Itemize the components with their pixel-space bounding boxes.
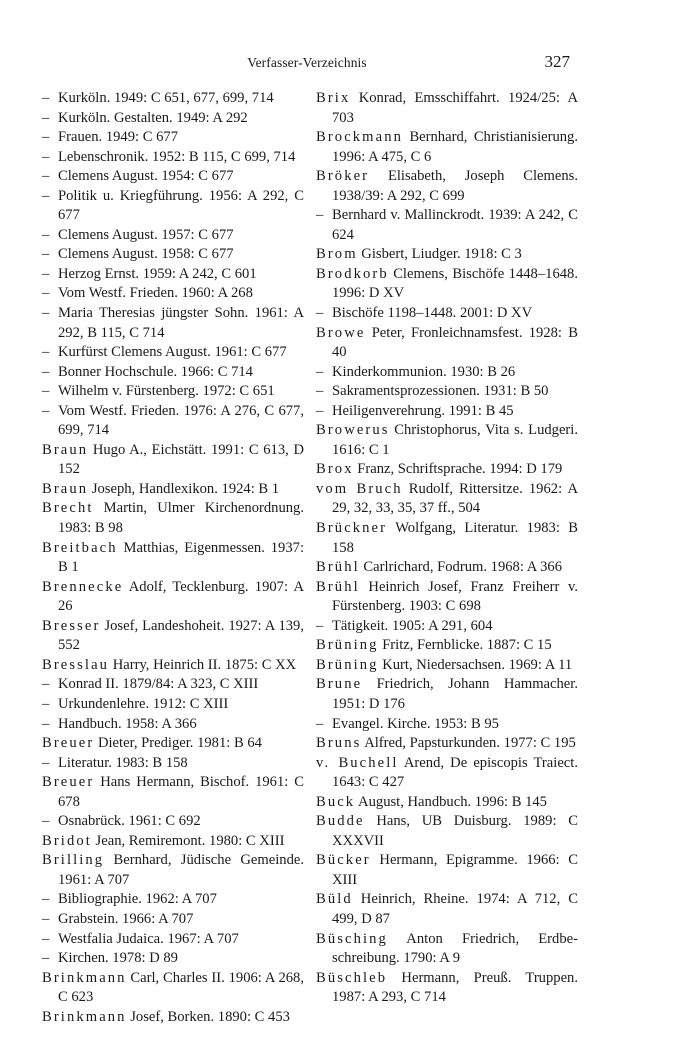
dash-marker: – — [42, 187, 50, 204]
index-subentry — [316, 382, 578, 402]
index-entry — [316, 793, 578, 813]
entry-text: August, Handbuch. 1996: B 145 — [355, 793, 547, 810]
entry-text: Heinrich Josef, Franz Freiherr v. Fürstenberg. 1903: C 698 — [332, 578, 578, 615]
index-subentry — [316, 304, 578, 324]
index-entry — [316, 480, 578, 519]
page-number: 327 — [544, 52, 570, 71]
index-subentry — [42, 304, 304, 343]
index-entry — [42, 656, 304, 676]
index-subentry — [42, 245, 304, 265]
author-name: Bücker — [316, 852, 371, 869]
author-name: Brix — [316, 90, 351, 106]
index-subentry — [316, 363, 578, 383]
entry-text: Fritz, Fernblicke. 1887: C 15 — [378, 637, 552, 654]
dash-marker: – — [42, 754, 50, 771]
index-entry — [316, 89, 578, 128]
author-name: Brecht — [42, 500, 94, 517]
index-entry — [316, 754, 578, 793]
index-subentry — [316, 402, 578, 422]
entry-text: Anton Friedrich, Erdbeschreibung. 1790: A 9 — [332, 930, 578, 967]
subentry-text: Politik u. Kriegführung. 1956: A 292, C 677 — [58, 187, 304, 224]
entry-text: Hermann, Epigramme. 1966: C XIII — [332, 852, 578, 888]
entry-text: Harry, Heinrich II. 1875: C XX — [109, 656, 297, 673]
dash-marker: – — [42, 383, 50, 400]
index-entry — [316, 558, 578, 578]
author-name: Brühl — [316, 578, 360, 595]
index-subentry — [42, 89, 304, 109]
index-entry — [316, 851, 578, 890]
author-name: Brennecke — [42, 578, 124, 595]
author-name: Brilling — [42, 852, 105, 869]
subentry-text: Vom Westf. Frieden. 1960: A 268 — [58, 285, 253, 302]
dash-marker: – — [42, 695, 50, 712]
subentry-text: Frauen. 1949: C 677 — [58, 129, 178, 146]
entry-text: Alfred, Papsturkunden. 1977: C 195 — [361, 735, 576, 752]
subentry-text: Tätigkeit. 1905: A 291, 604 — [332, 617, 493, 634]
index-entry — [316, 265, 578, 304]
index-entry — [42, 617, 304, 656]
dash-marker: – — [316, 383, 324, 400]
entry-text: Josef, Landeshoheit. 1927: A 139, 552 — [58, 617, 304, 654]
dash-marker: – — [42, 148, 50, 165]
subentry-text: Osnabrück. 1961: C 692 — [58, 813, 201, 830]
entry-text: Joseph, Handlexikon. 1924: B 1 — [88, 480, 280, 497]
author-name: Breuer — [42, 774, 95, 791]
entry-text: Elisabeth, Joseph Clemens. 1938/39: A 292, C 699 — [332, 168, 578, 204]
index-subentry — [42, 402, 304, 441]
subentry-text: Kinderkommunion. 1930: B 26 — [332, 363, 516, 380]
index-entry — [316, 519, 578, 558]
dash-marker: – — [42, 109, 50, 126]
dash-marker: – — [42, 950, 50, 967]
index-entry — [42, 734, 304, 754]
index-subentry — [42, 910, 304, 930]
dash-marker: – — [42, 265, 50, 282]
index-subentry — [42, 265, 304, 285]
index-entry — [316, 969, 578, 1008]
left-column — [42, 89, 304, 1027]
index-subentry — [42, 930, 304, 950]
author-name: Browerus — [316, 422, 390, 439]
index-subentry — [42, 226, 304, 246]
subentry-text: Heiligenverehrung. 1991: B 45 — [332, 402, 514, 419]
dash-marker: – — [42, 168, 50, 185]
author-name: Brockmann — [316, 129, 403, 146]
author-name: Brune — [316, 676, 363, 693]
dash-marker: – — [42, 813, 50, 830]
entry-text: Matthias, Eigenmessen. 1937: B 1 — [58, 539, 304, 576]
entry-text: Carl, Charles II. 1906: A 268, C 623 — [58, 969, 304, 1006]
index-entry — [316, 128, 578, 167]
index-subentry — [42, 890, 304, 910]
author-name: Breitbach — [42, 539, 118, 556]
dash-marker: – — [316, 715, 324, 732]
subentry-text: Vom Westf. Frieden. 1976: A 276, C 677, 699, 714 — [58, 402, 304, 439]
subentry-text: Herzog Ernst. 1959: A 242, C 601 — [58, 265, 257, 282]
index-subentry — [316, 617, 578, 637]
entry-text: Wolfgang, Literatur. 1983: B 158 — [332, 520, 578, 556]
entry-text: Franz, Schriftsprache. 1994: D 179 — [353, 461, 563, 478]
index-entry — [316, 578, 578, 617]
running-title: Verfasser-Verzeichnis — [247, 55, 367, 70]
dash-marker: – — [316, 402, 324, 419]
dash-marker: – — [316, 363, 324, 380]
index-entry — [316, 656, 578, 676]
entry-text: Gisbert, Liudger. 1918: C 3 — [357, 246, 522, 263]
subentry-text: Clemens August. 1954: C 677 — [58, 168, 234, 185]
subentry-text: Westfalia Judaica. 1967: A 707 — [58, 930, 239, 947]
subentry-text: Bischöfe 1198–1448. 2001: D XV — [332, 305, 533, 322]
subentry-text: Bonner Hochschule. 1966: C 714 — [58, 363, 253, 380]
index-entry — [316, 460, 578, 480]
entry-text: Kurt, Niedersachsen. 1969: A 11 — [378, 656, 573, 673]
dash-marker: – — [316, 617, 324, 634]
index-subentry — [42, 949, 304, 969]
entry-text: Hans, UB Duisburg. 1989: C XXXVII — [332, 813, 578, 849]
index-entry — [316, 245, 578, 265]
dash-marker: – — [42, 910, 50, 927]
entry-text: Peter, Fronleichnamsfest. 1928: B 40 — [332, 324, 578, 361]
subentry-text: Wilhelm v. Fürstenberg. 1972: C 651 — [58, 383, 275, 400]
index-entry — [42, 578, 304, 617]
entry-text: Hans Hermann, Bischof. 1961: C 678 — [58, 774, 304, 810]
subentry-text: Sakramentsprozessionen. 1931: B 50 — [332, 383, 549, 400]
index-subentry — [42, 675, 304, 695]
subentry-text: Bernhard v. Mallinckrodt. 1939: A 242, C 624 — [332, 207, 578, 243]
entry-text: Friedrich, Johann Hammacher. 1951: D 176 — [332, 676, 578, 712]
entry-text: Martin, Ulmer Kirchenordnung. 1983: B 98 — [58, 500, 304, 537]
author-name: Bröker — [316, 168, 370, 185]
index-entry — [316, 636, 578, 656]
index-subentry — [42, 284, 304, 304]
dash-marker: – — [42, 402, 50, 419]
index-subentry — [42, 167, 304, 187]
author-name: Budde — [316, 813, 365, 830]
entry-text: Hugo A., Eichstätt. 1991: C 613, D 152 — [58, 441, 304, 478]
entry-text: Dieter, Prediger. 1981: B 64 — [94, 735, 262, 752]
subentry-text: Clemens August. 1958: C 677 — [58, 246, 234, 263]
author-name: Bridot — [42, 832, 92, 849]
author-name: Brückner — [316, 520, 388, 537]
entry-text: Christophorus, Vita s. Ludgeri. 1616: C 1 — [332, 422, 578, 458]
entry-text: Heinrich, Rheine. 1974: A 712, C 499, D 87 — [332, 891, 578, 927]
index-entry — [42, 480, 304, 500]
subentry-text: Handbuch. 1958: A 366 — [58, 715, 197, 732]
author-name: Büld — [316, 891, 353, 908]
index-subentry — [42, 109, 304, 129]
entry-text: Rudolf, Rittersitze. 1962: A 29, 32, 33, 35, 37 ff., 504 — [332, 480, 578, 517]
author-name: Brinkmann — [42, 969, 127, 986]
index-subentry — [42, 128, 304, 148]
author-name: Büsching — [316, 930, 388, 947]
subentry-text: Kirchen. 1978: D 89 — [58, 950, 178, 967]
subentry-text: Literatur. 1983: B 158 — [58, 754, 188, 771]
index-subentry — [42, 148, 304, 168]
author-name: Bresser — [42, 617, 101, 634]
dash-marker: – — [42, 676, 50, 693]
author-name: Brodkorb — [316, 265, 389, 282]
author-name: Braun — [42, 441, 89, 458]
right-column — [316, 89, 578, 1008]
author-name: Brinkmann — [42, 1008, 127, 1025]
entry-text: Bernhard, Christianisierung. 1996: A 475, C 6 — [332, 129, 578, 165]
dash-marker: – — [42, 246, 50, 263]
subentry-text: Kurköln. 1949: C 651, 677, 699, 714 — [58, 90, 274, 106]
index-entry — [316, 675, 578, 714]
index-entry — [42, 832, 304, 852]
subentry-text: Clemens August. 1957: C 677 — [58, 226, 234, 243]
index-entry — [316, 734, 578, 754]
subentry-text: Konrad II. 1879/84: A 323, C XIII — [58, 676, 259, 693]
index-entry — [316, 421, 578, 460]
entry-text: Adolf, Tecklenburg. 1907: A 26 — [58, 578, 304, 615]
entry-text: Bernhard, Jüdische Gemeinde. 1961: A 707 — [58, 852, 304, 888]
dash-marker: – — [42, 226, 50, 243]
entry-text: Jean, Remiremont. 1980: C XIII — [91, 832, 285, 849]
index-entry — [42, 1008, 304, 1028]
index-entry — [42, 539, 304, 578]
index-subentry — [316, 715, 578, 735]
author-name: Bresslau — [42, 656, 110, 673]
index-subentry — [42, 715, 304, 735]
dash-marker: – — [42, 129, 50, 146]
dash-marker: – — [42, 715, 50, 732]
dash-marker: – — [42, 305, 50, 322]
author-name: Breuer — [42, 735, 95, 752]
index-subentry — [42, 382, 304, 402]
dash-marker: – — [316, 305, 324, 322]
dash-marker: – — [42, 363, 50, 380]
author-name: vom Bruch — [316, 480, 403, 497]
subentry-text: Grabstein. 1966: A 707 — [58, 910, 194, 927]
dash-marker: – — [316, 207, 324, 224]
author-name: Brom — [316, 246, 358, 263]
author-name: Brüning — [316, 656, 379, 673]
index-entry — [42, 773, 304, 812]
subentry-text: Maria Theresias jüngster Sohn. 1961: A 292, B 115, C 714 — [58, 305, 304, 341]
subentry-text: Bibliographie. 1962: A 707 — [58, 891, 217, 908]
dash-marker: – — [42, 285, 50, 302]
entry-text: Arend, De episcopis Traiect. 1643: C 427 — [332, 754, 578, 791]
dash-marker: – — [42, 891, 50, 908]
author-name: Browe — [316, 324, 366, 341]
author-name: Braun — [42, 480, 89, 497]
subentry-text: Kurfürst Clemens August. 1961: C 677 — [58, 344, 287, 361]
dash-marker: – — [42, 930, 50, 947]
entry-text: Hermann, Preuß. Truppen. 1987: A 293, C 714 — [332, 969, 578, 1006]
entry-text: Carlrichard, Fodrum. 1968: A 366 — [359, 559, 563, 576]
index-subentry — [42, 754, 304, 774]
author-name: Bruns — [316, 735, 362, 752]
author-name: Brüning — [316, 637, 379, 654]
dash-marker: – — [42, 90, 50, 106]
index-subentry — [42, 363, 304, 383]
index-subentry — [42, 812, 304, 832]
index-entry — [42, 441, 304, 480]
subentry-text: Evangel. Kirche. 1953: B 95 — [332, 715, 499, 732]
page-header — [42, 52, 572, 76]
index-subentry — [42, 187, 304, 226]
index-entry — [316, 324, 578, 363]
subentry-text: Urkundenlehre. 1912: C XIII — [58, 695, 229, 712]
entry-text: Konrad, Emsschiffahrt. 1924/25: A 703 — [332, 90, 578, 126]
index-entry — [42, 851, 304, 890]
author-name: v. Buchell — [316, 754, 399, 771]
author-name: Brühl — [316, 559, 360, 576]
index-subentry — [42, 343, 304, 363]
index-entry — [42, 969, 304, 1008]
dash-marker: – — [42, 344, 50, 361]
index-entry — [316, 167, 578, 206]
author-name: Buck — [316, 793, 356, 810]
author-name: Brox — [316, 461, 354, 478]
index-entry — [316, 812, 578, 851]
index-entry — [316, 930, 578, 969]
author-name: Büschleb — [316, 969, 388, 986]
entry-text: Clemens, Bischöfe 1448–1648. 1996: D XV — [332, 265, 578, 302]
subentry-text: Lebenschronik. 1952: B 115, C 699, 714 — [58, 148, 296, 165]
entry-text: Josef, Borken. 1890: C 453 — [126, 1008, 290, 1025]
index-subentry — [316, 206, 578, 245]
subentry-text: Kurköln. Gestalten. 1949: A 292 — [58, 109, 248, 126]
index-subentry — [42, 695, 304, 715]
index-entry — [316, 890, 578, 929]
index-entry — [42, 499, 304, 538]
